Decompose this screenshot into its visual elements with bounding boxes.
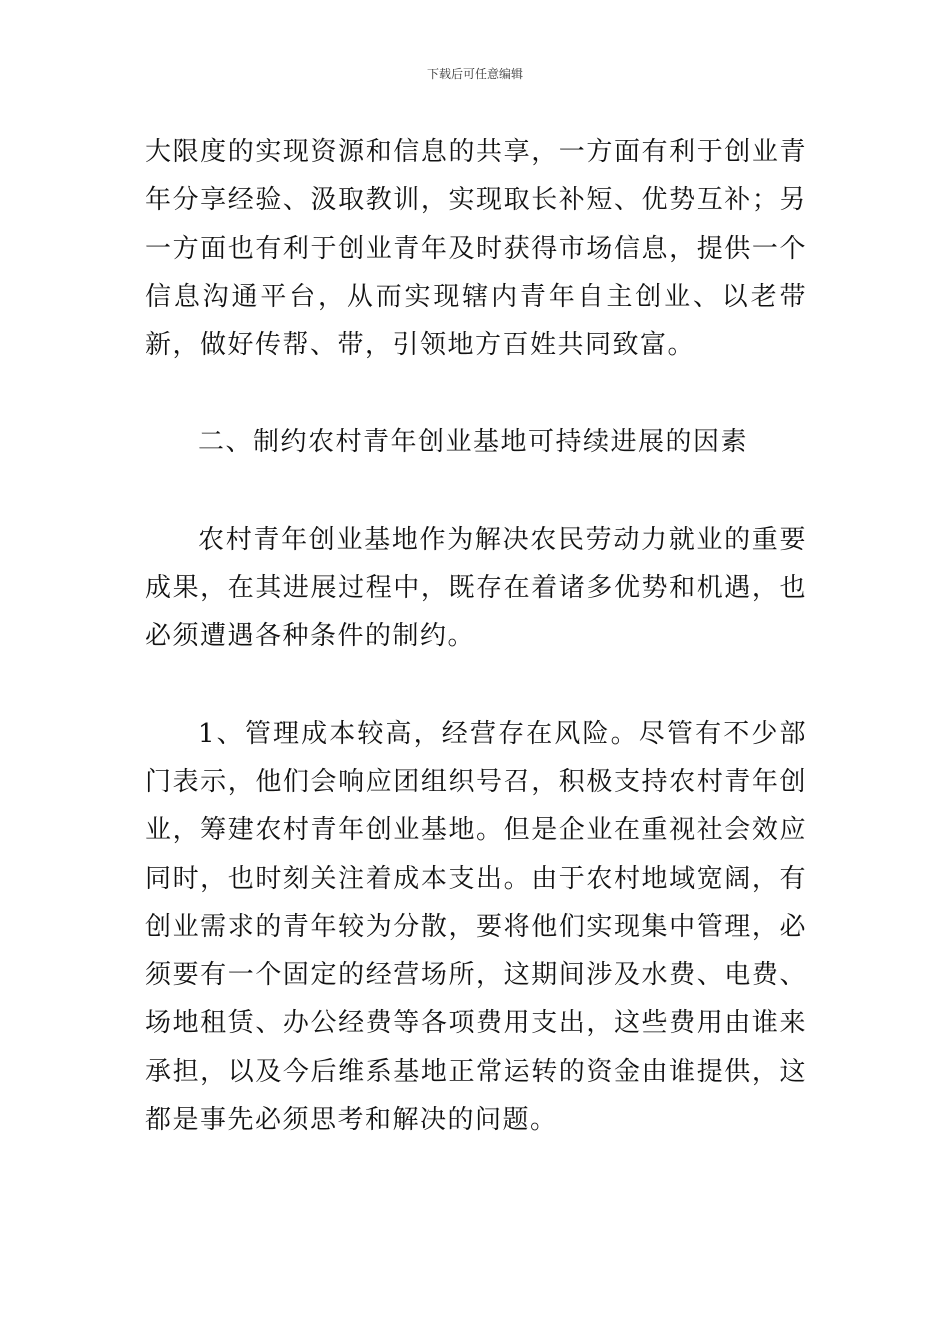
page-header-note: 下载后可任意编辑 — [426, 67, 523, 81]
paragraph-gap — [145, 369, 807, 418]
document-body — [145, 128, 807, 1144]
paragraph-point-1: 1、管理成本较高，经营存在风险。尽管有不少部门表示，他们会响应团组织号召，积极支持农村青年创业，筹建农村青年创业基地。但是企业在重视社会效应同时，也时刻关注着成本支出。由于农村地域宽阔，有创业需求的青年较为分散，要将他们实现集中管理，必须要有一个固定的经营场所，这期间涉及水费、电费、场地租赁、办公经费等各项费用支出，这些费用由谁来承担，以及今后维系基地正常运转的资金由谁提供，这都是事先必须思考和解决的问题。 — [145, 718, 807, 1136]
paragraph-gap — [145, 661, 807, 710]
paragraph-intro: 农村青年创业基地作为解决农民劳动力就业的重要成果，在其进展过程中，既存在着诸多优势和机遇，也必须遭遇各种条件的制约。 — [145, 524, 807, 652]
paragraph-gap — [145, 467, 807, 516]
paragraph-continuation: 大限度的实现资源和信息的共享，一方面有利于创业青年分享经验、汲取教训，实现取长补短、优势互补；另一方面也有利于创业青年及时获得市场信息，提供一个信息沟通平台，从而实现辖内青年自主创业、以老带新，做好传帮、带，引领地方百姓共同致富。 — [145, 137, 807, 361]
section-heading: 二、制约农村青年创业基地可持续进展的因素 — [198, 427, 749, 458]
